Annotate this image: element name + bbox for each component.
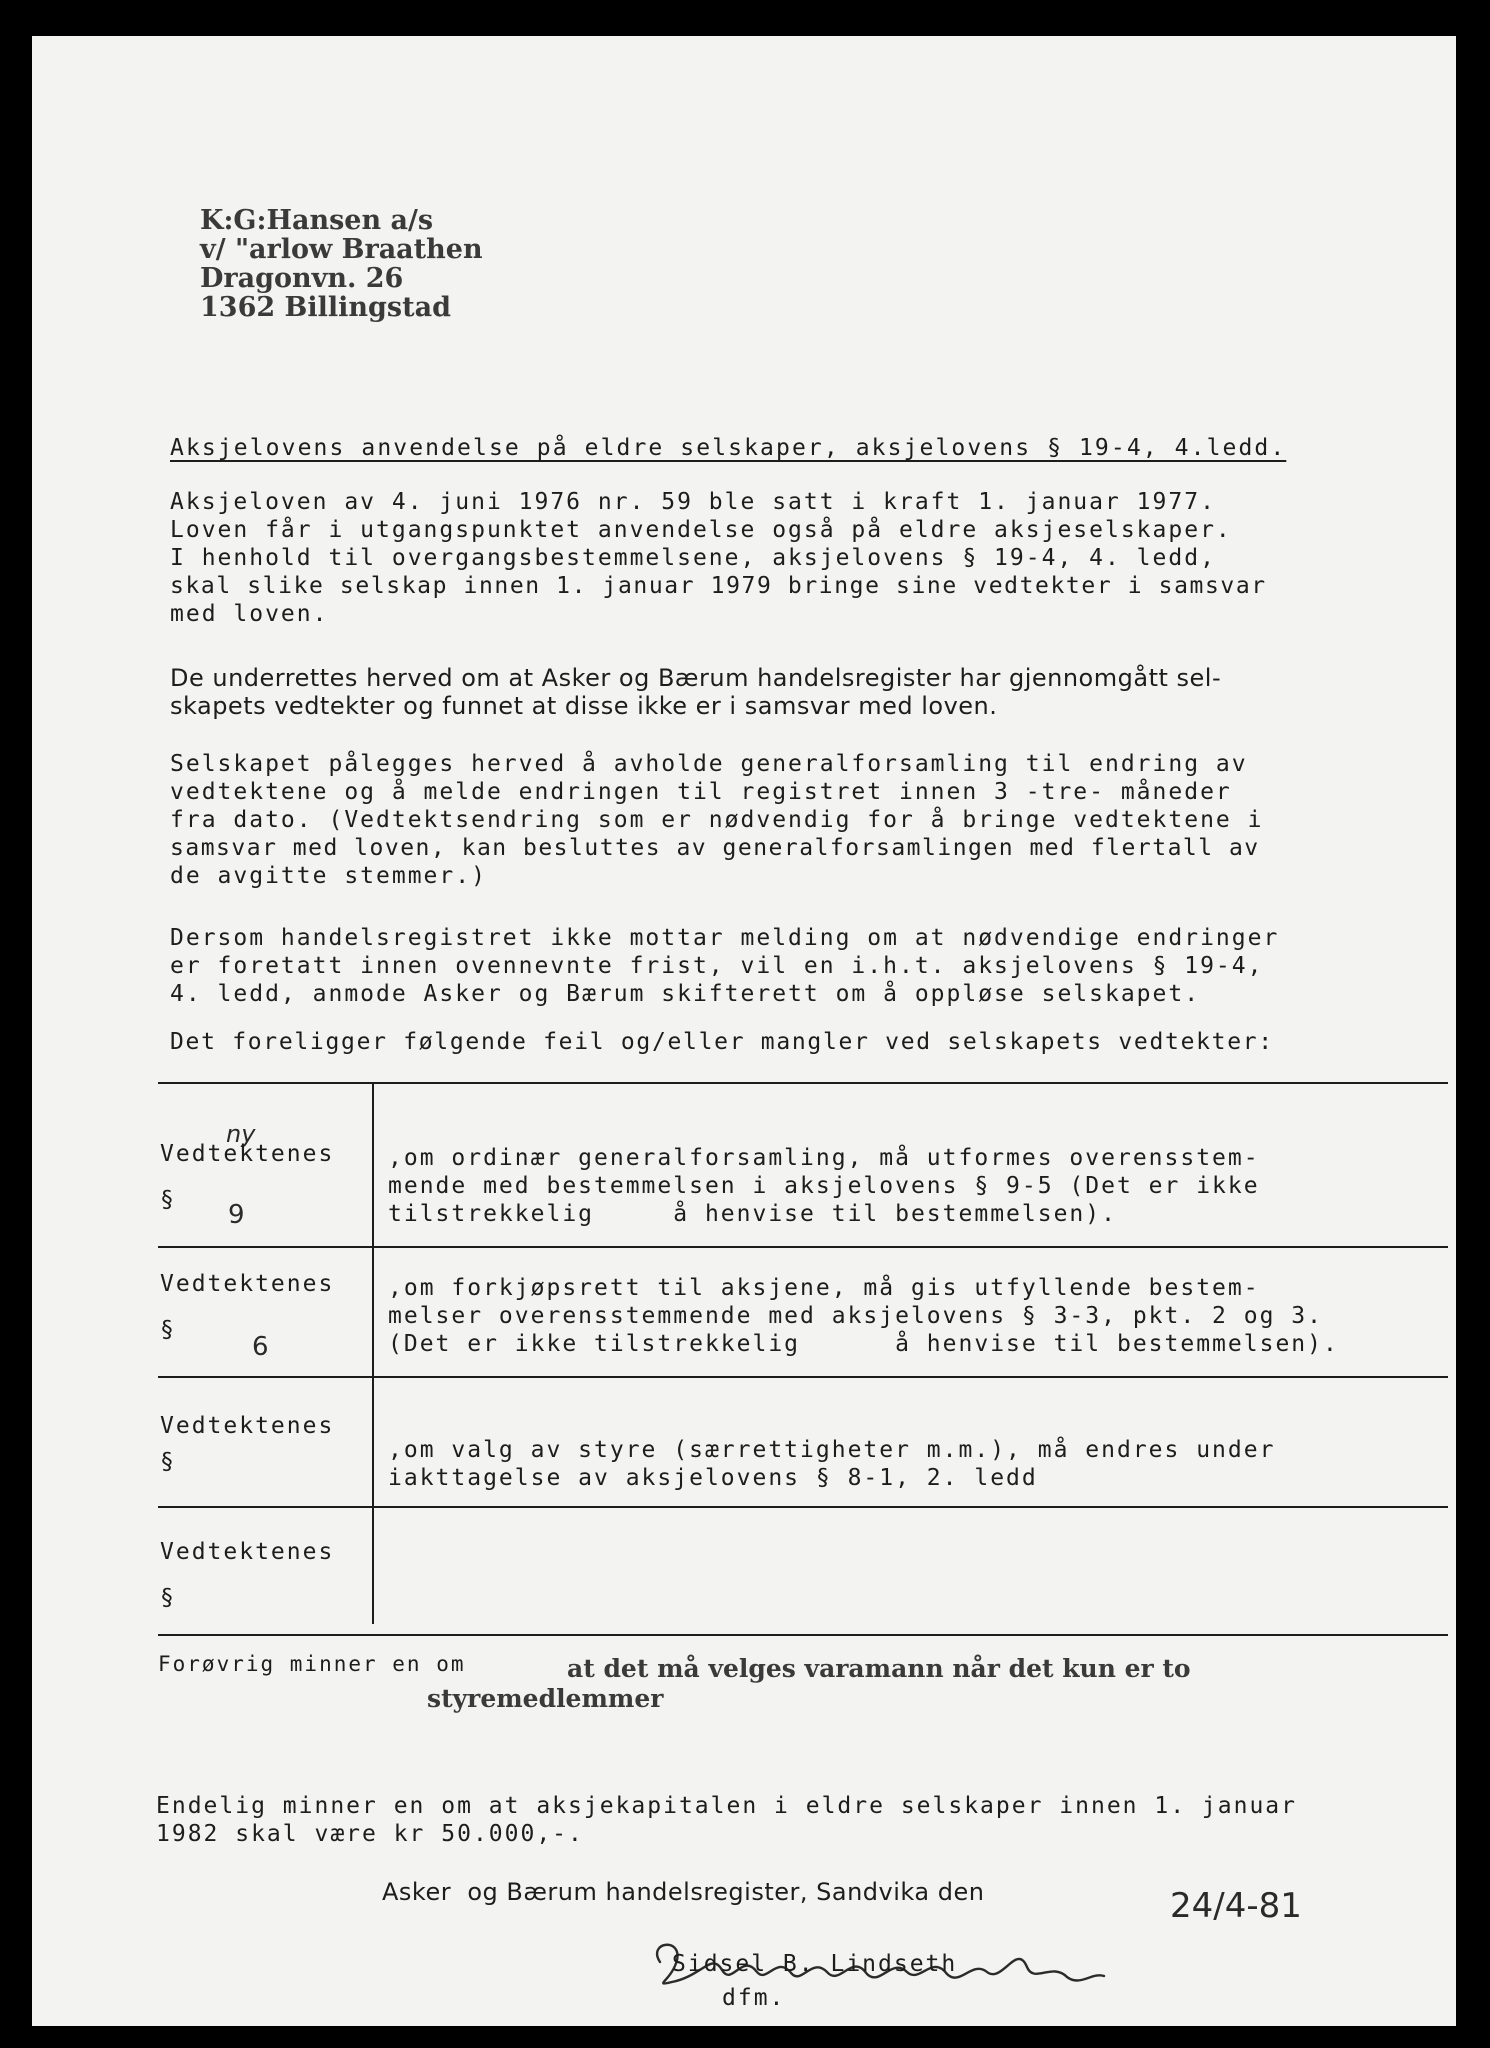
row-4-section-sign: § — [160, 1585, 176, 1611]
table-row-divider-2 — [158, 1376, 1448, 1378]
address-line-4: 1362 Billingstad — [200, 292, 451, 323]
row-2-text-line-1: ,om forkjøpsrett til aksjene, må gis utfyllende bestem- — [388, 1275, 1260, 1301]
row-1-section-sign: § — [160, 1187, 176, 1213]
paragraph-3-line-3: fra dato. (Vedtektsendring som er nødvendig for å bringe vedtektene i — [170, 807, 1264, 833]
address-line-3: Dragonvn. 26 — [200, 263, 404, 294]
row-1-section-number: 9 — [228, 1200, 245, 1230]
row-3-text-line-1: ,om valg av styre (særrettigheter m.m.), må endres under — [388, 1437, 1276, 1463]
final-line-2: 1982 skal være kr 50.000,-. — [156, 1821, 584, 1847]
row-2-label: Vedtektenes — [160, 1271, 335, 1297]
remark-line-2: styremedlemmer — [427, 1684, 664, 1713]
row-2-section-sign: § — [160, 1317, 176, 1343]
row-1-handwritten-note: ny — [226, 1120, 256, 1148]
address-line-1: K:G:Hansen a/s — [200, 205, 434, 236]
row-2-text-line-3: (Det er ikke tilstrekkelig å henvise til bestemmelsen). — [388, 1331, 1339, 1357]
paragraph-1-line-2: Loven får i utgangspunktet anvendelse også på eldre aksjeselskaper. — [170, 517, 1232, 543]
paragraph-2-line-1: De underrettes herved om at Asker og Bærum handelsregister har gjennomgått sel- — [170, 664, 1222, 692]
paragraph-1-line-4: skal slike selskap innen 1. januar 1979 bringe sine vedtekter i samsvar — [170, 573, 1267, 599]
signoff-place: Asker og Bærum handelsregister, Sandvika den — [382, 1878, 985, 1906]
row-3-text-line-2: iakttagelse av aksjelovens § 8-1, 2. ledd — [388, 1465, 1038, 1491]
table-row-divider-3 — [158, 1506, 1448, 1508]
final-line-1: Endelig minner en om at aksjekapitalen i eldre selskaper innen 1. januar — [156, 1793, 1297, 1819]
row-1-label: Vedtektenes — [160, 1141, 335, 1167]
row-4-label: Vedtektenes — [160, 1539, 335, 1565]
row-2-section-number: 6 — [252, 1332, 269, 1362]
row-1-text-line-2: mende med bestemmelsen i aksjelovens § 9-5 (Det er ikke — [388, 1173, 1260, 1199]
signoff-date: 24/4-81 — [1170, 1886, 1302, 1926]
row-1-text-line-1: ,om ordinær generalforsamling, må utformes overensstem- — [388, 1145, 1260, 1171]
row-3-section-sign: § — [160, 1449, 176, 1475]
signoff-title: dfm. — [722, 1985, 786, 2011]
row-1-text-line-3: tilstrekkelig å henvise til bestemmelsen). — [388, 1201, 1117, 1227]
paragraph-2-line-2: skapets vedtekter og funnet at disse ikke er i samsvar med loven. — [170, 692, 998, 720]
table-column-divider — [372, 1084, 374, 1624]
paragraph-4-line-2: er foretatt innen ovennevnte frist, vil en i.h.t. aksjelovens § 19-4, — [170, 953, 1264, 979]
address-line-2: v/ "arlow Braathen — [200, 234, 483, 265]
paragraph-3-line-2: vedtektene og å melde endringen til registret innen 3 -tre- måneder — [170, 779, 1232, 805]
paragraph-3-line-1: Selskapet pålegges herved å avholde generalforsamling til endring av — [170, 751, 1248, 777]
signoff-name: Sidsel B. Lindseth — [672, 1951, 958, 1977]
document-heading: Aksjelovens anvendelse på eldre selskaper, aksjelovens § 19-4, 4.ledd. — [170, 435, 1287, 461]
row-3-label: Vedtektenes — [160, 1413, 335, 1439]
paragraph-1-line-1: Aksjeloven av 4. juni 1976 nr. 59 ble satt i kraft 1. januar 1977. — [170, 489, 1216, 515]
paragraph-3-line-4: samsvar med loven, kan besluttes av generalforsamlingen med flertall av — [170, 835, 1260, 861]
table-bottom-rule — [158, 1634, 1448, 1636]
row-2-text-line-2: melser overensstemmende med aksjelovens § 3-3, pkt. 2 og 3. — [388, 1303, 1323, 1329]
paragraph-3-line-5: de avgitte stemmer.) — [170, 863, 487, 889]
remark-prefix: Forøvrig minner en om — [158, 1652, 466, 1676]
paragraph-4-line-3: 4. ledd, anmode Asker og Bærum skifterett om å oppløse selskapet. — [170, 981, 1201, 1007]
table-row-divider-1 — [158, 1246, 1448, 1248]
paragraph-1-line-5: med loven. — [170, 601, 329, 627]
table-top-rule — [158, 1082, 1448, 1084]
table-intro: Det foreligger følgende feil og/eller mangler ved selskapets vedtekter: — [170, 1029, 1274, 1055]
document-page — [32, 36, 1456, 2026]
paragraph-4-line-1: Dersom handelsregistret ikke mottar melding om at nødvendige endringer — [170, 925, 1280, 951]
remark-line-1: at det må velges varamann når det kun er to — [567, 1654, 1191, 1683]
paragraph-1-line-3: I henhold til overgangsbestemmelsene, aksjelovens § 19-4, 4. ledd, — [170, 545, 1216, 571]
